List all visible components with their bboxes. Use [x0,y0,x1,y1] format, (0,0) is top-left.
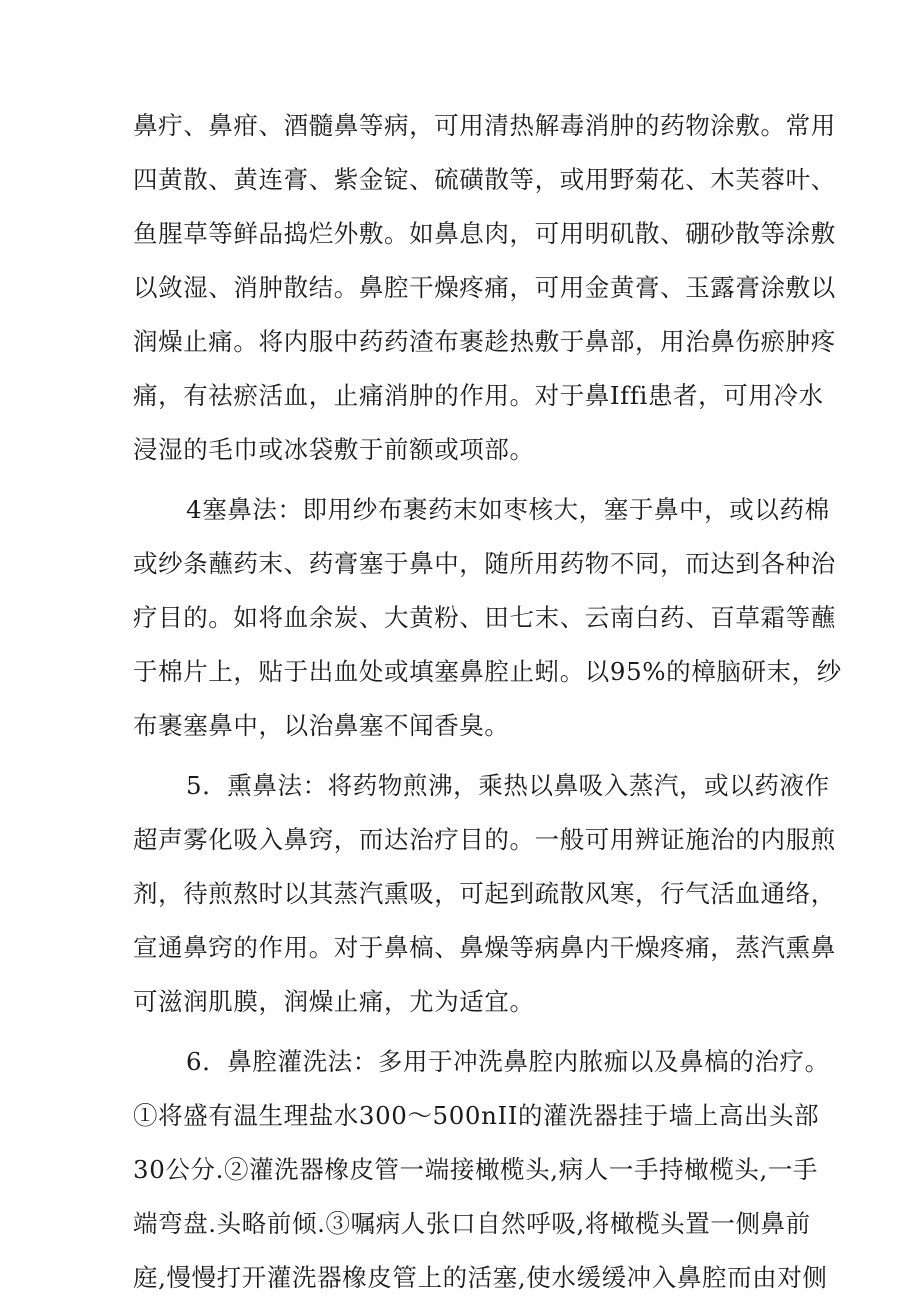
text-line: 30公分.②灌洗器橡皮管一端接橄榄头,病人一手持橄榄头,一手 [133,1155,819,1184]
text-line: 润燥止痛。将内服中药药渣布裹趁热敷于鼻部，用治鼻伤瘀肿疼 [133,327,836,356]
text-line: 鱼腥草等鲜品捣烂外敷。如鼻息肉，可用明矶散、硼砂散等涂敷 [133,219,836,248]
text-line: 庭,慢慢打开灌洗器橡皮管上的活塞,使水缓缓冲入鼻腔而由对侧 [133,1263,828,1292]
text-line: 疗目的。如将血余炭、大黄粉、田七末、云南白药、百草霜等蘸 [133,603,836,632]
text-line: 端弯盘.头略前倾.③嘱病人张口自然呼吸,将橄榄头置一侧鼻前 [133,1209,811,1238]
text-line: 浸湿的毛巾或冰袋敷于前额或项部。 [133,435,535,464]
text-line: 鼻疔、鼻疳、酒髓鼻等病，可用清热解毒消肿的药物涂敷。常用 [133,111,836,140]
text-line: 或纱条蘸药末、药膏塞于鼻中，随所用药物不同，而达到各种治 [133,549,836,578]
text-line: 宣通鼻窍的作用。对于鼻槁、鼻燥等病鼻内干燥疼痛，蒸汽熏鼻 [133,933,836,962]
section-heading-line: 5．熏鼻法：将药物煎沸，乘热以鼻吸入蒸汽，或以药液作 [186,771,830,800]
text-line: 剂，待煎熬时以其蒸汽熏吸，可起到疏散风寒，行气活血通络， [133,879,836,908]
text-line: 超声雾化吸入鼻窍，而达治疗目的。一般可用辨证施治的内服煎 [133,825,836,854]
text-line: 可滋润肌膜，润燥止痛，尤为适宜。 [133,987,535,1016]
text-line: 四黄散、黄连膏、紫金锭、硫磺散等，或用野菊花、木芙蓉叶、 [133,165,836,194]
text-line: 布裹塞鼻中，以治鼻塞不闻香臭。 [133,711,510,740]
text-line: 以敛湿、消肿散结。鼻腔干燥疼痛，可用金黄膏、玉露膏涂敷以 [133,273,836,302]
text-line: 痛，有祛瘀活血，止痛消肿的作用。对于鼻Iffi患者，可用冷水 [133,381,824,410]
section-heading-line: 4塞鼻法：即用纱布裹药末如枣核大，塞于鼻中，或以药棉 [186,495,830,524]
text-line: ①将盛有温生理盐水300～500nII的灌洗器挂于墙上高出头部 [133,1101,820,1130]
text-line: 于棉片上，贴于出血处或填塞鼻腔止蚓。以95%的樟脑研末，纱 [133,657,842,686]
section-heading-line: 6．鼻腔灌洗法：多用于冲洗鼻腔内脓痂以及鼻槁的治疗。 [186,1047,830,1076]
